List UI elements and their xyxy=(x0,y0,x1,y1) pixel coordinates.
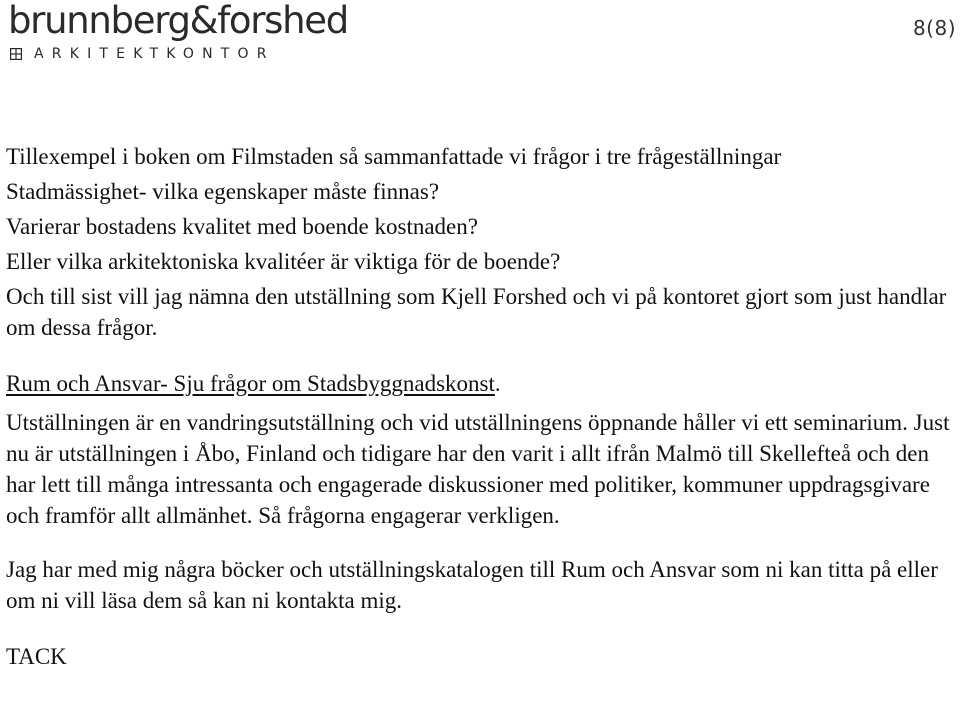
link-suffix: . xyxy=(494,371,501,396)
document-body xyxy=(6,139,956,674)
books-paragraph: Jag har med mig några böcker och utställningskatalogen till Rum och Ansvar som ni kan titta på eller om ni vill läsa dem så kan ni kontakta mig. xyxy=(6,557,938,613)
body-line-4: Eller vilka arkitektoniska kvalitéer är viktiga för de boende? xyxy=(6,249,561,274)
page-number: 8(8) xyxy=(912,16,956,40)
exhibition-intro-paragraph: Och till sist vill jag nämna den utställning som Kjell Forshed och vi på kontoret gjort som just handlar om dessa frågor. xyxy=(6,284,947,340)
body-line-1: Tillexempel i boken om Filmstaden så sammanfattade vi frågor i tre frågeställningar xyxy=(6,144,782,169)
logo-subline-text: ARKITEKTKONTOR xyxy=(34,46,275,62)
grid-logo-icon xyxy=(10,48,22,60)
body-line-3: Varierar bostadens kvalitet med boende kostnaden? xyxy=(6,214,478,239)
page-header xyxy=(0,0,960,70)
exhibition-description-paragraph: Utställningen är en vandringsutställning och vid utställningens öppnande håller vi ett seminarium. Just nu är utställningen i Åbo, Finland och tidigare har den varit i allt ifrån Malmö till Skellefteå och den har lett till många intressanta och engagerade diskussioner med politiker, kommuner uppdragsgivare och framför allt allmänhet. Så frågorna engagerar verkligen. xyxy=(6,410,950,528)
exhibition-link-line xyxy=(6,366,956,401)
thanks-text: TACK xyxy=(6,644,67,669)
company-logo-wordmark: brunnberg&forshed xyxy=(8,0,348,42)
exhibition-title-link[interactable]: Rum och Ansvar- Sju frågor om Stadsbyggnadskonst xyxy=(6,371,495,396)
body-line-2: Stadmässighet- vilka egenskaper måste finnas? xyxy=(6,179,440,204)
company-logo-subline xyxy=(34,44,275,64)
